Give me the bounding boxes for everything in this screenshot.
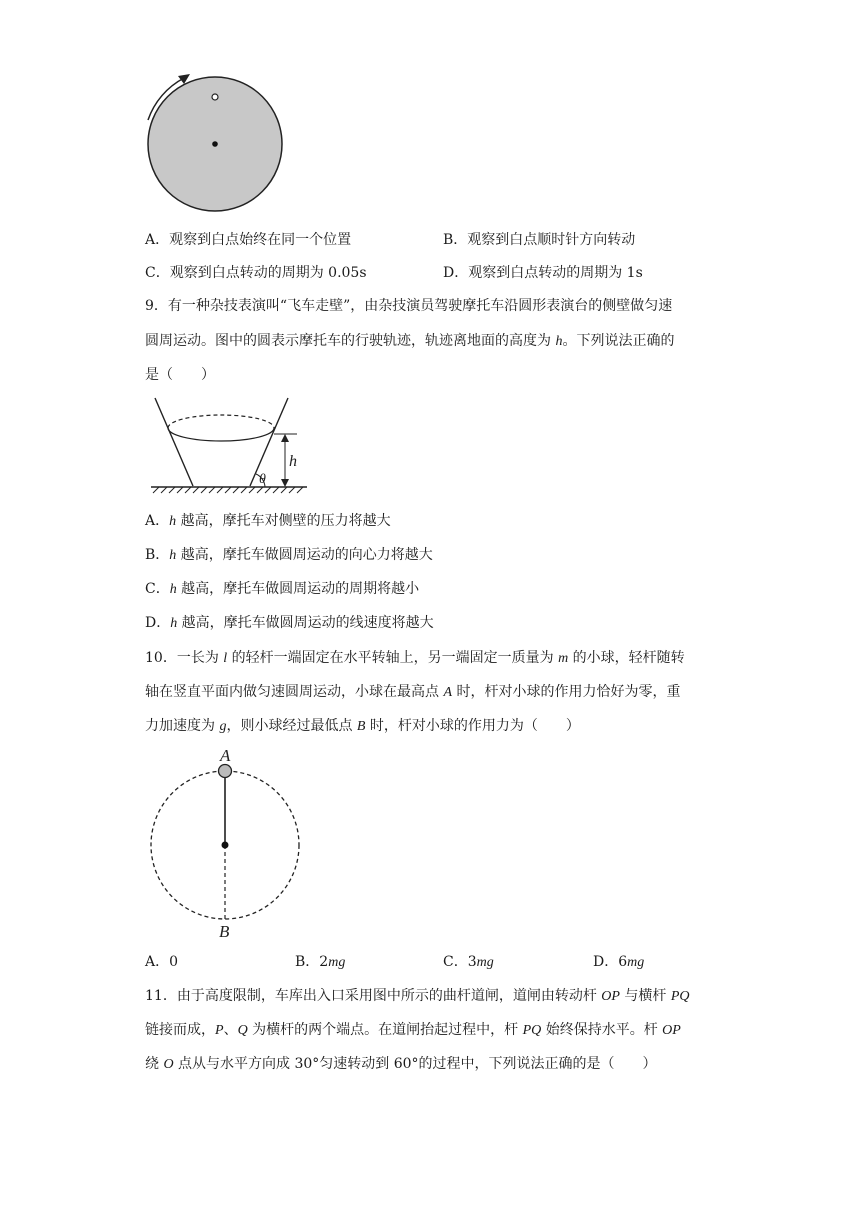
point-b-label: B: [219, 922, 230, 941]
rotating-disk-figure: [140, 70, 300, 220]
q11-stem-line3: 绕 O 点从与水平方向成 30°匀速转动到 60°的过程中，下列说法正确的是（ ）: [145, 1056, 657, 1072]
q8-option-c: C．观察到白点转动的周期为 0.05s: [145, 265, 367, 281]
q10-option-d: D．6mg: [593, 954, 645, 970]
q11-stem-line1: 11．由于高度限制，车库出入口采用图中所示的曲杆道闸，道闸由转动杆 OP 与横杆 PQ: [145, 988, 690, 1004]
q9-stem-line3: 是（ ）: [145, 367, 215, 383]
q9-option-c: C．h 越高，摩托车做圆周运动的周期将越小: [145, 581, 420, 597]
height-arrow-down: [281, 479, 289, 487]
white-dot: [212, 94, 218, 100]
q10-stem-line1: 10．一长为 l 的轻杆一端固定在水平转轴上，另一端固定一质量为 m 的小球，轻杆随转: [145, 650, 685, 666]
track-front: [168, 428, 274, 441]
q10-option-a: A．0: [145, 954, 179, 970]
q9-option-d: D．h 越高，摩托车做圆周运动的线速度将越大: [145, 615, 434, 631]
q8-option-d: D．观察到白点转动的周期为 1s: [443, 265, 643, 281]
ball: [219, 765, 232, 778]
q10-stem-line2: 轴在竖直平面内做匀速圆周运动，小球在最高点 A 时，杆对小球的作用力恰好为零，重: [145, 684, 681, 700]
q10-option-b: B．2mg: [295, 954, 346, 970]
left-wall: [155, 398, 193, 486]
height-arrow-up: [281, 434, 289, 442]
q10-option-c: C．3mg: [443, 954, 494, 970]
q9-option-a: A．h 越高，摩托车对侧壁的压力将越大: [145, 513, 391, 529]
q9-option-b: B．h 越高，摩托车做圆周运动的向心力将越大: [145, 547, 433, 563]
point-a-label: A: [220, 746, 231, 765]
ground-hatch: [153, 487, 303, 493]
cone-wall-figure: [145, 394, 315, 498]
q9-stem-line1: 9．有一种杂技表演叫“飞车走壁”，由杂技演员驾驶摩托车沿圆形表演台的侧壁做匀速: [145, 298, 673, 314]
h-label: h: [289, 453, 297, 470]
pivot-dot: [222, 842, 229, 849]
q9-stem-line2: 圆周运动。图中的圆表示摩托车的行驶轨迹，轨迹离地面的高度为 h。下列说法正确的: [145, 333, 675, 349]
q8-option-b: B．观察到白点顺时针方向转动: [443, 232, 636, 248]
center-dot: [212, 141, 218, 147]
theta-label: θ: [259, 472, 266, 487]
q11-stem-line2: 链接而成，P、Q 为横杆的两个端点。在道闸抬起过程中，杆 PQ 始终保持水平。杆 OP: [145, 1022, 681, 1038]
q8-option-a: A．观察到白点始终在同一个位置: [145, 232, 352, 248]
q10-stem-line3: 力加速度为 g，则小球经过最低点 B 时，杆对小球的作用力为（ ）: [145, 718, 580, 734]
rod-ball-figure: [140, 744, 310, 944]
track-back: [168, 415, 274, 428]
